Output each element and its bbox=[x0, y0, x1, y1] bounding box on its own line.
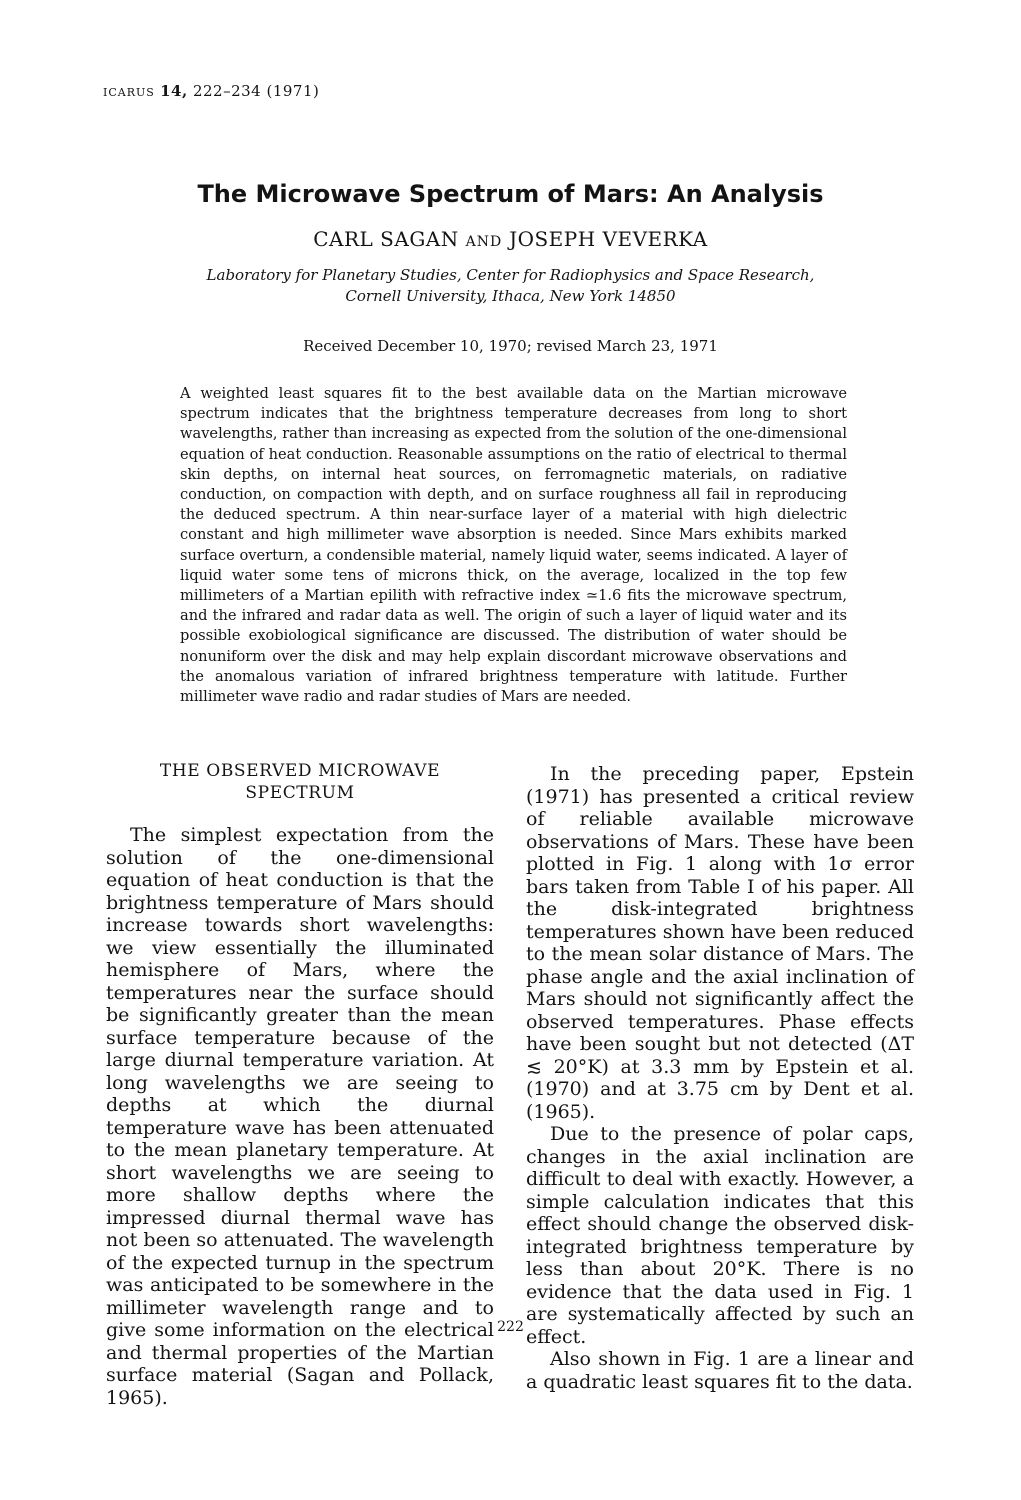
section-heading: THE OBSERVED MICROWAVE SPECTRUM bbox=[159, 761, 441, 803]
page-number: 222 bbox=[497, 1319, 524, 1335]
abstract: A weighted least squares fit to the best available data on the Martian microwave spectrum indicates that the brightness temperature decreases from long to short wavelengths, rather than increasing as expected from the solution of the one-dimensional equation of heat conduction. Reasonable assumptions on the ratio of electrical to thermal skin depths, on internal heat sources, on ferromagnetic materials, on radiative conduction, on compaction with depth, and on surface roughness all fail in reproducing the deduced spectrum. A thin near-surface layer of a material with high dielectric constant and high millimeter wave absorption is needed. Since Mars exhibits marked surface overturn, a condensible material, namely liquid water, seems indicated. A layer of liquid water some tens of microns thick, on the average, localized in the top few millimeters of a Martian epilith with refractive index ≃1.6 fits the microwave spectrum, and the infrared and radar data as well. The origin of such a layer of liquid water and its possible exobiological significance are discussed. The distribution of water should be nonuniform over the disk and may help explain discordant microwave observations and the anomalous variation of infrared brightness temperature with latitude. Further millimeter wave radio and radar studies of Mars are needed. bbox=[180, 385, 847, 706]
right-paragraph-2: Due to the presence of polar caps, changes in the axial inclination are difficult to deal with exactly. However, a simple calculation indicates that this effect should change the observed disk-integrated brightness temperature by less than about 20°K. There is no evidence that the data used in Fig. 1 are systematically affected by such an effect. bbox=[526, 1123, 914, 1348]
received-dates: Received December 10, 1970; revised March 23, 1971 bbox=[303, 337, 718, 355]
journal-name: ICARUS bbox=[103, 86, 155, 99]
left-paragraph-1: The simplest expectation from the solution of the one-dimensional equation of heat conduction is that the brightness temperature of Mars should increase towards short wavelengths: we view essentially the illuminated hemisphere of Mars, where the temperatures near the surface should be significantly greater than the mean surface temperature because of the large diurnal temperature variation. At long wavelengths we are seeing to depths at which the diurnal temperature wave has been attenuated to the mean planetary temperature. At short wavelengths we are seeing to more shallow depths where the impressed diurnal thermal wave has not been so attenuated. The wavelength of the expected turnup in the spectrum was anticipated to be somewhere in the millimeter wavelength range and to give some information on the electrical and thermal properties of the Martian surface material (Sagan and Pollack, 1965). bbox=[106, 824, 494, 1409]
affiliation-line-1: Laboratory for Planetary Studies, Center for Radiophysics and Space Research, bbox=[206, 266, 815, 284]
affiliation bbox=[100, 265, 921, 307]
author-conjunction: AND bbox=[465, 234, 503, 250]
journal-pages-year: 222–234 (1971) bbox=[192, 82, 320, 100]
journal-citation-header bbox=[103, 82, 319, 100]
right-paragraph-3: Also shown in Fig. 1 are a linear and a quadratic least squares fit to the data. bbox=[526, 1348, 914, 1393]
paper-title: The Microwave Spectrum of Mars: An Analysis bbox=[197, 180, 824, 208]
author-veverka: JOSEPH VEVERKA bbox=[509, 227, 708, 251]
journal-volume: 14, bbox=[160, 82, 188, 100]
right-column bbox=[526, 763, 914, 1393]
author-line bbox=[0, 227, 1021, 251]
left-column bbox=[106, 760, 494, 1409]
author-sagan: CARL SAGAN bbox=[313, 227, 459, 251]
right-paragraph-1: In the preceding paper, Epstein (1971) has presented a critical review of reliable available microwave observations of Mars. These have been plotted in Fig. 1 along with 1σ error bars taken from Table I of his paper. All the disk-integrated brightness temperatures shown have been reduced to the mean solar distance of Mars. The phase angle and the axial inclination of Mars should not significantly affect the observed temperatures. Phase effects have been sought but not detected (ΔT ≲ 20°K) at 3.3 mm by Epstein et al. (1970) and at 3.75 cm by Dent et al. (1965). bbox=[526, 763, 914, 1123]
affiliation-line-2: Cornell University, Ithaca, New York 14850 bbox=[345, 287, 676, 305]
